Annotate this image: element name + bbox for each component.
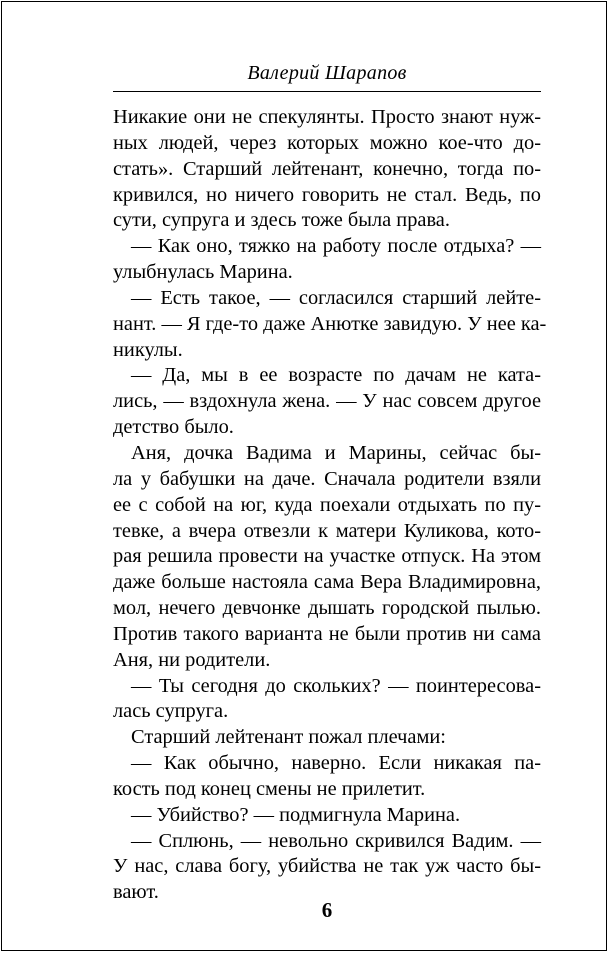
paragraph (113, 286, 547, 364)
text-line: — Как обычно, наверно. Если никакая па- (131, 752, 541, 775)
text-line: Старший лейтенант пожал плечами: (131, 726, 446, 749)
text-line: Аня, ни родители. (113, 648, 271, 671)
text-line: У нас, слава богу, убийства не так уж часто бы- (113, 855, 541, 878)
text-line: кривился, но ничего говорить не стал. Ведь, по (113, 183, 541, 206)
text-line: ных людей, через которых можно кое-что до- (113, 131, 541, 154)
paragraph (113, 234, 541, 286)
text-line: кость под конец смены не прилетит. (113, 777, 426, 800)
paragraph (113, 674, 541, 726)
text-line: мол, нечего девчонке дышать городской пылью. (113, 597, 541, 620)
body-text (113, 105, 547, 906)
text-line: лись, — вздохнула жена. — У нас совсем другое (113, 390, 541, 413)
paragraph (113, 829, 541, 907)
paragraph (113, 751, 541, 803)
text-line: стать». Старший лейтенант, конечно, тогда по- (113, 157, 541, 180)
text-line: — Есть такое, — согласился старший лейте- (131, 286, 541, 309)
text-line: Никакие они не спекулянты. Просто знают нуж- (113, 106, 541, 128)
text-line: вают. (113, 881, 159, 904)
paragraph (113, 803, 541, 829)
paragraph (113, 105, 541, 234)
running-head-author: Валерий Шарапов (247, 62, 407, 84)
text-line: — Убийство? — подмигнула Марина. (131, 803, 461, 826)
text-line: нант. — Я где-то даже Анютке завидую. У нее ка- (113, 312, 547, 335)
text-line: тевке, а вчера отвезли к матери Куликова, кото- (113, 519, 541, 542)
text-line: сути, супруга и здесь тоже была права. (113, 209, 450, 232)
paragraph (113, 363, 541, 441)
page-number: 6 (321, 898, 333, 922)
text-line: Против такого варианта не были против ни сама (113, 622, 541, 645)
paragraph (113, 725, 541, 751)
text-line: никулы. (113, 338, 183, 361)
text-line: даже больше настояла сама Вера Владимировна, (113, 571, 541, 594)
text-line: детство было. (113, 416, 234, 439)
text-line: — Да, мы в ее возрасте по дачам не ката- (131, 364, 541, 387)
text-line: улыбнулась Марина. (113, 261, 293, 284)
paragraph (113, 441, 541, 674)
text-line: ее с собой на юг, куда поехали отдыхать по пу- (113, 493, 541, 516)
text-line: — Как оно, тяжко на работу после отдыха? — (131, 235, 541, 258)
text-line: лась супруга. (113, 700, 229, 723)
text-line: Аня, дочка Вадима и Марины, сейчас бы- (131, 441, 541, 464)
text-line: ла у бабушки на даче. Сначала родители взяли (113, 467, 541, 490)
text-line: — Сплюнь, — невольно скривился Вадим. — (131, 829, 541, 852)
header-rule (113, 91, 541, 92)
text-line: рая решила провести на участке отпуск. На этом (113, 545, 541, 568)
text-line: — Ты сегодня до скольких? — поинтересова- (131, 674, 541, 697)
